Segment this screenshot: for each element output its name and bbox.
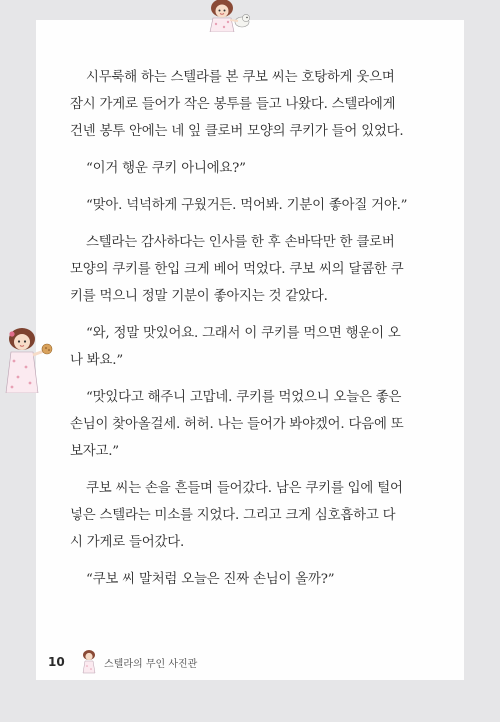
text-line: 쿠보 씨는 손을 흔들며 들어갔다. 남은 쿠키를 입에 털어: [86, 481, 403, 496]
page-number: 10: [48, 655, 65, 669]
paragraph: [70, 320, 442, 374]
text-line: 넣은 스텔라는 미소를 지었다. 그리고 크게 심호흡하고 다: [70, 508, 396, 523]
text-line: “이거 행운 쿠키 아니에요?”: [86, 161, 246, 176]
text-line: 모양의 쿠키를 한입 크게 베어 먹었다. 쿠보 씨의 달콤한 쿠: [70, 262, 404, 277]
book-title: 스텔라의 무인 사진관: [104, 658, 198, 670]
text-line: “와, 정말 맛있어요. 그래서 이 쿠키를 먹으면 행운이 오: [86, 326, 401, 341]
text-line: “쿠보 씨 말처럼 오늘은 진짜 손님이 올까?”: [86, 572, 335, 587]
paragraph: [70, 192, 442, 219]
text-line: 보자고.”: [70, 444, 119, 459]
text-line: 손님이 찾아올걸세. 허허. 나는 들어가 봐야겠어. 다음에 또: [70, 417, 404, 432]
text-line: 시 가게로 들어갔다.: [70, 535, 185, 550]
text-line: 잠시 가게로 들어가 작은 봉투를 들고 나왔다. 스텔라에게: [70, 97, 396, 112]
text-line: 스텔라는 감사하다는 인사를 한 후 손바닥만 한 클로버: [86, 235, 395, 250]
girl-mini-icon: [78, 649, 100, 675]
story-text: [70, 64, 442, 603]
paragraph: [70, 64, 442, 145]
girl-holding-cookie-illustration: [0, 325, 60, 393]
paragraph: [70, 384, 442, 465]
text-line: “맞아. 넉넉하게 구웠거든. 먹어봐. 기분이 좋아질 거야.”: [86, 198, 408, 213]
text-line: 나 봐요.”: [70, 353, 123, 368]
text-line: 키를 먹으니 정말 기분이 좋아지는 것 같았다.: [70, 289, 328, 304]
text-line: 시무룩해 하는 스텔라를 본 쿠보 씨는 호탕하게 웃으며: [86, 70, 395, 85]
paragraph: [70, 155, 442, 182]
paragraph: [70, 566, 442, 593]
paragraph: [70, 475, 442, 556]
girl-with-dog-illustration: [198, 0, 258, 32]
paragraph: [70, 229, 442, 310]
page-footer: [48, 652, 197, 672]
text-line: “맛있다고 해주니 고맙네. 쿠키를 먹었으니 오늘은 좋은: [86, 390, 402, 405]
text-line: 건넨 봉투 안에는 네 잎 클로버 모양의 쿠키가 들어 있었다.: [70, 124, 404, 139]
